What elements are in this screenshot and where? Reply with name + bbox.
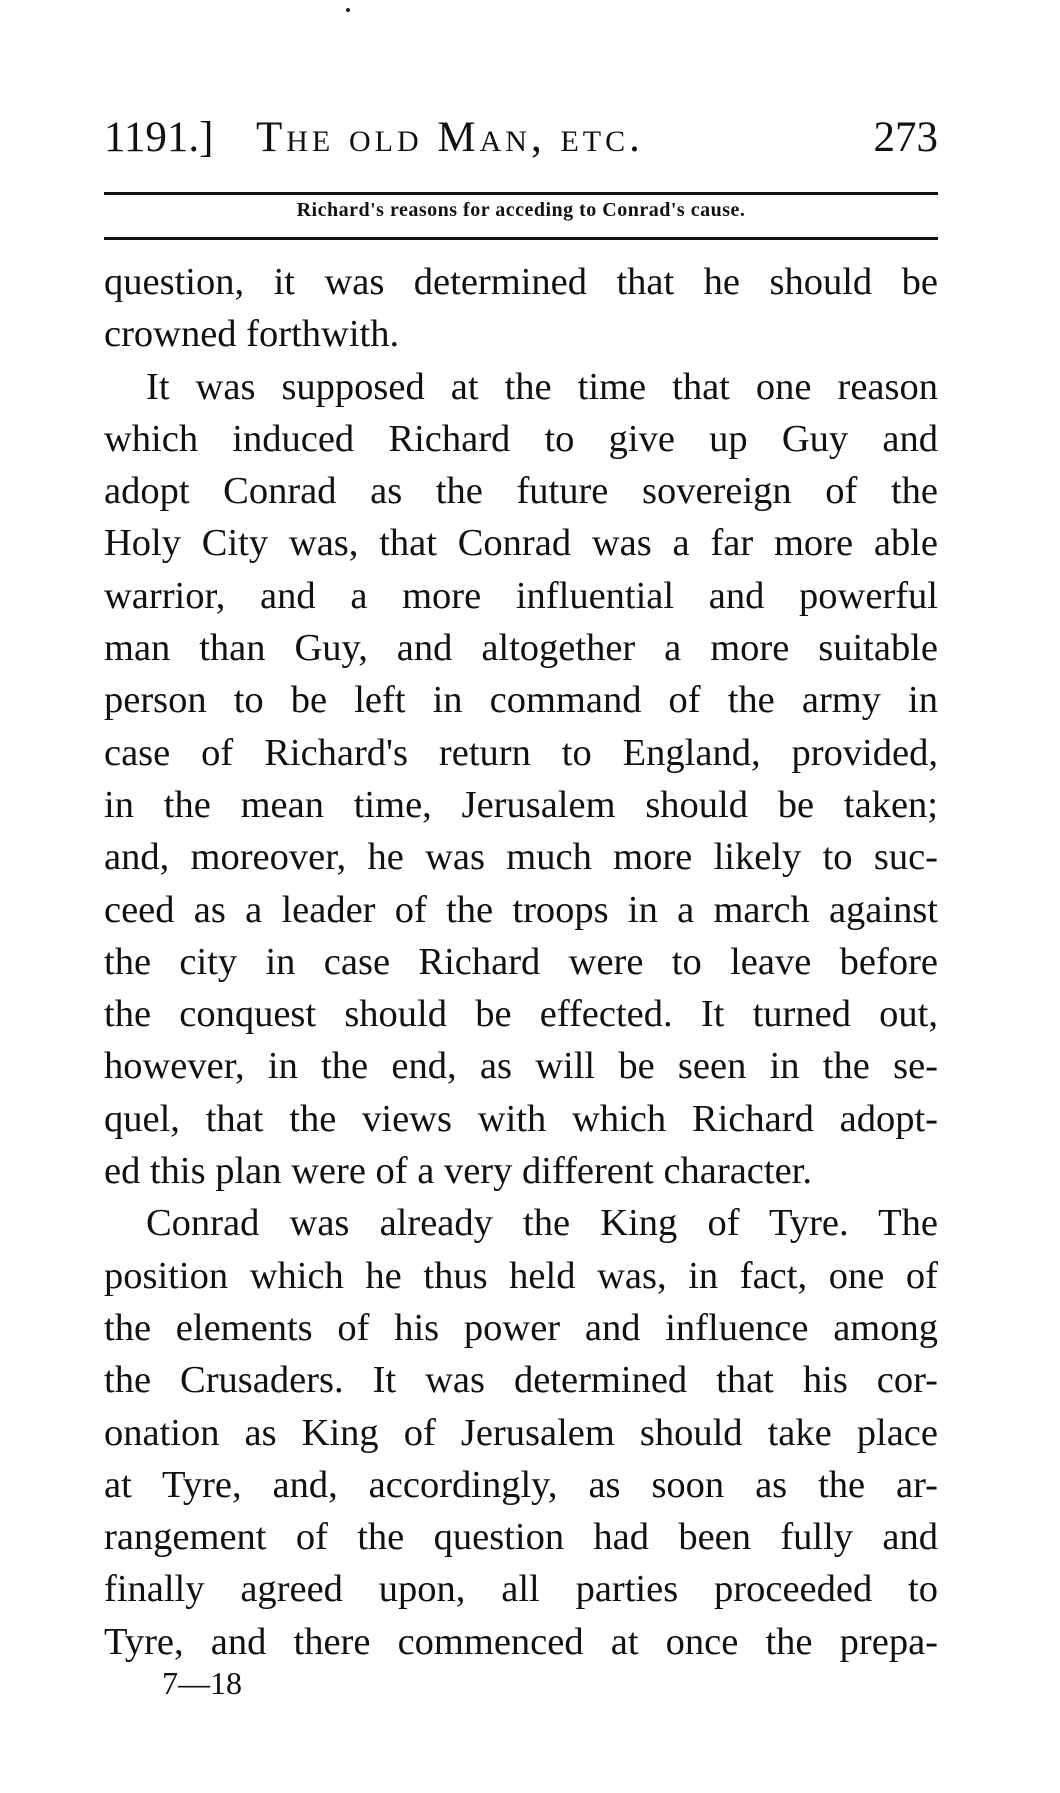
text-line: the conquest should be effected. It turned out, <box>104 993 938 1036</box>
text-line: rangement of the question had been fully and <box>104 1516 938 1559</box>
text-line: ceed as a leader of the troops in a march against <box>104 888 938 931</box>
text-line: Tyre, and there commenced at once the prepa- <box>104 1620 938 1663</box>
text-line: crowned forthwith. <box>104 313 400 356</box>
text-line: finally agreed upon, all parties proceeded to <box>104 1568 938 1611</box>
text-line: the elements of his power and influence among <box>104 1306 938 1349</box>
text-line: which induced Richard to give up Guy and <box>104 417 938 460</box>
text-line: quel, that the views with which Richard adopt- <box>104 1097 938 1140</box>
ink-speck <box>346 8 350 12</box>
text-line: case of Richard's return to England, provided, <box>104 731 938 774</box>
text-line: the Crusaders. It was determined that his cor- <box>104 1359 938 1402</box>
text-line: in the mean time, Jerusalem should be taken; <box>104 783 938 826</box>
running-head: Richard's reasons for acceding to Conrad's cause. <box>296 199 746 221</box>
header-rule-bottom <box>104 237 938 240</box>
text-line: person to be left in command of the army in <box>104 679 938 722</box>
text-line: warrior, and a more influential and powerful <box>104 574 938 617</box>
signature-mark: 7—18 <box>162 1665 242 1701</box>
text-line: Holy City was, that Conrad was a far more able <box>104 522 938 565</box>
text-line: It was supposed at the time that one reason <box>146 365 938 408</box>
text-line: and, moreover, he was much more likely to suc- <box>104 836 938 879</box>
text-line: position which he thus held was, in fact, one of <box>104 1254 938 1297</box>
text-line: man than Guy, and altogether a more suitable <box>104 627 938 670</box>
header-year: 1191.] <box>104 114 214 161</box>
text-line: adopt Conrad as the future sovereign of the <box>104 470 938 513</box>
text-line: Conrad was already the King of Tyre. The <box>146 1202 938 1245</box>
body-text <box>104 256 938 1668</box>
header-title: The old Man, etc. <box>256 114 644 161</box>
text-line: ed this plan were of a very different character. <box>104 1150 812 1193</box>
text-line: question, it was determined that he should be <box>104 261 938 303</box>
header-rule-top <box>104 192 938 195</box>
text-line: at Tyre, and, accordingly, as soon as the ar- <box>104 1463 938 1506</box>
text-line: however, in the end, as will be seen in the se- <box>104 1045 938 1088</box>
text-line: onation as King of Jerusalem should take place <box>104 1411 938 1454</box>
page-number: 273 <box>873 114 938 161</box>
page-header <box>104 108 938 168</box>
text-line: the city in case Richard were to leave before <box>104 940 938 983</box>
